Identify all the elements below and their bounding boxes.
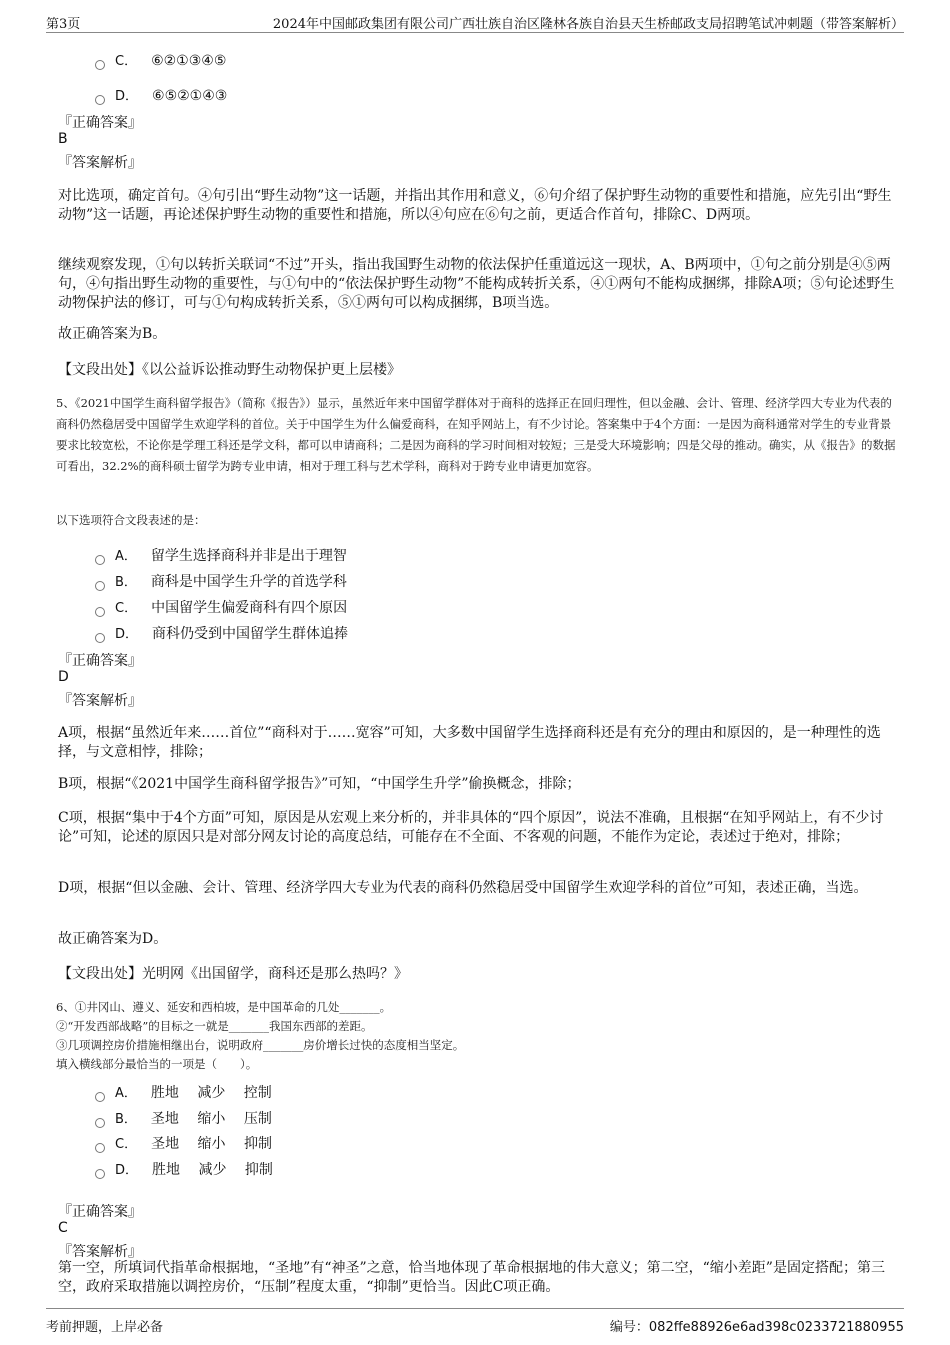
footer-code: 编号：082ffe88926e6ad398c0233721880955 [609,1320,904,1335]
q6-line-2: ②“开发西部战略”的目标之一就是_______我国东西部的差距。 [56,1019,373,1033]
q6-analysis: 第一空，所填词代指革命根据地，“圣地”有“神圣”之意，恰当地体现了革命根据地的伟大意义；第二空，“缩小差距”是固定搭配；第三空，政府采取措施以调控房价，“压制”程度太重，“抑制”更恰当。因此C项正确。 [58,1260,885,1295]
q5-option-d[interactable]: D． 商科仍受到中国留学生群体追捧 [95,623,348,643]
q4-source: 【文段出处】《以公益诉讼推动野生动物保护更上层楼》 [58,362,401,378]
q5-analysis-label: 『答案解析』 [58,693,142,709]
footer-slogan: 考前押题，上岸必备 [46,1320,164,1335]
q5-analysis-a: A项，根据“虽然近年来……首位”“商科对于……宽容”可知，大多数中国留学生选择商科还是有充分的理由和原因的，是一种理性的选择，与文意相悖，排除； [58,725,881,760]
q6-option-d[interactable]: D． 胜地 减少 抑制 [95,1159,273,1179]
page-number: 第3页 [46,17,81,32]
q5-analysis-c: C项，根据“集中于4个方面”可知，原因是从宏观上来分析的，并非具体的“四个原因”，说法不准确，且根据“在知乎网站上，有不少讨论”可知，论述的原因只是对部分网友讨论的高度总结，可能存在不全面、不客观的问题，不能作为定论，表述过于绝对，排除； [58,810,884,845]
radio-icon[interactable] [95,555,105,565]
q5-option-c[interactable]: C． 中国留学生偏爱商科有四个原因 [95,597,347,617]
q5-option-a[interactable]: A． 留学生选择商科并非是出于理智 [95,545,347,565]
q4-analysis-p3: 故正确答案为B。 [58,326,167,342]
q6-option-c[interactable]: C． 圣地 缩小 抑制 [95,1133,272,1153]
q6-prompt: 填入横线部分最恰当的一项是（ ）。 [56,1057,258,1071]
q4-analysis-p1: 对比选项，确定首句。④句引出“野生动物”这一话题，并指出其作用和意义，⑥句介绍了保护野生动物的重要性和措施，应先引出“野生动物”这一话题，再论述保护野生动物的重要性和措施，所以④句应在⑥句之前，更适合作首句，排除C、D两项。 [58,188,892,223]
q4-analysis-label: 『答案解析』 [58,155,142,171]
radio-icon[interactable] [95,1169,105,1179]
radio-icon[interactable] [95,607,105,617]
q6-option-a[interactable]: A． 胜地 减少 控制 [95,1082,272,1102]
q5-source: 【文段出处】光明网《出国留学，商科还是那么热吗？》 [58,966,408,982]
q6-line-1: 6、①井冈山、遵义、延安和西柏坡，是中国革命的几处_______。 [56,1000,392,1014]
q5-answer-label: 『正确答案』 [58,653,142,669]
q4-option-c[interactable]: C． ⑥②①③④⑤ [95,50,226,70]
q4-answer-label: 『正确答案』 [58,115,142,131]
q6-answer-label: 『正确答案』 [58,1204,142,1220]
q4-analysis-p2: 继续观察发现，①句以转折关联词“不过”开头，指出我国野生动物的依法保护任重道远这一现状，A、B两项中，①句之前分别是④⑤两句，④句指出野生动物的重要性，与①句中的“依法保护野生动物”不能构成转折关系，④①两句不能构成捆绑，排除A项；⑤句论述野生动物保护法的修订，可与①句构成转折关系，⑤①两句可以构成捆绑，B项当选。 [58,257,895,311]
radio-icon[interactable] [95,95,105,105]
q6-answer: C [58,1220,68,1236]
q4-option-d[interactable]: D． ⑥⑤②①④③ [95,85,227,105]
radio-icon[interactable] [95,1143,105,1153]
page-footer [46,1308,904,1337]
q5-stem: 5、《2021中国学生商科留学报告》（简称《报告》）显示，虽然近年来中国留学群体对于商科的选择正在回归理性，但以金融、会计、管理、经济学四大专业为代表的商科仍然稳居受中国留学生欢迎学科的首位。关于中国学生为什么偏爱商科，在知乎网站上，有不少讨论。答案集中于4个方面：一是因为商科通常对学生的专业背景要求比较宽松，不论你是学理工科还是学文科，都可以申请商科；二是因为商科的学习时间相对较短；三是受大环境影响；四是父母的推动。确实，从《报告》的数据可看出，32.2%的商科硕士留学为跨专业申请，相对于理工科与艺术学科，商科对于跨专业申请更加宽容。 [56,396,896,473]
q5-prompt: 以下选项符合文段表述的是： [56,513,206,527]
q5-option-b[interactable]: B． 商科是中国学生升学的首选学科 [95,571,347,591]
q5-analysis-d: D项，根据“但以金融、会计、管理、经济学四大专业为代表的商科仍然稳居受中国留学生欢迎学科的首位”可知，表述正确，当选。 [58,880,868,896]
q4-answer: B [58,131,68,147]
radio-icon[interactable] [95,633,105,643]
document-title: 2024年中国邮政集团有限公司广西壮族自治区隆林各族自治县天生桥邮政支局招聘笔试冲刺题（带答案解析） [272,17,904,32]
radio-icon[interactable] [95,1092,105,1102]
radio-icon[interactable] [95,1118,105,1128]
page-header [46,8,904,33]
q5-analysis-e: 故正确答案为D。 [58,931,168,947]
q5-analysis-b: B项，根据“《2021中国学生商科留学报告》”可知，“中国学生升学”偷换概念，排除； [58,776,581,792]
q6-line-3: ③几项调控房价措施相继出台，说明政府_______房价增长过快的态度相当坚定。 [56,1038,465,1052]
q6-option-b[interactable]: B． 圣地 缩小 压制 [95,1108,272,1128]
radio-icon[interactable] [95,581,105,591]
q6-analysis-label: 『答案解析』 [58,1244,142,1260]
radio-icon[interactable] [95,60,105,70]
q5-answer: D [58,669,69,685]
